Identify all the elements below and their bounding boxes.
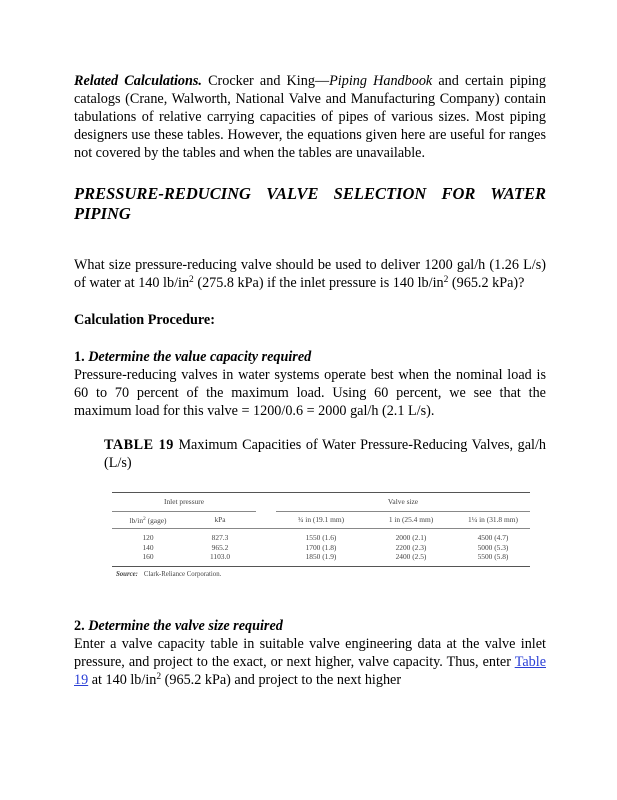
step2-body-a: Enter a valve capacity table in suitable valve engineering data at the valve inlet pressure, and project to the exact, or next higher, valve capacity. Thus, enter	[74, 635, 546, 670]
step1-body: Pressure-reducing valves in water systems operate best when the nominal load is 60 to 70 percent of the maximum load. Using 60 percent, we see that the maximum load for this valve = 1200/0.6 = 2000 gal/h (2.1 L/s).	[74, 367, 546, 419]
group-header-valve: Valve size	[387, 497, 419, 506]
step2-body	[74, 635, 546, 689]
table-label: TABLE 19	[104, 437, 174, 453]
question-part2: (275.8 kPa) if the inlet pressure is 140 lb/in	[193, 275, 444, 291]
col-header-one-inch: 1 in (25.4 mm)	[366, 511, 456, 529]
table-caption	[104, 436, 546, 472]
capacity-table-container	[112, 492, 530, 578]
related-calculations-lead: Related Calculations.	[74, 73, 202, 89]
section-title: PRESSURE-REDUCING VALVE SELECTION FOR WATER PIPING	[74, 184, 546, 223]
table-group-header-row	[112, 493, 530, 509]
table-cell-lb: 120	[142, 533, 154, 542]
related-text-b: and certain piping catalogs (Crane, Walworth, National Valve and Manufacturing Company) contain tabulations of relative carrying capacities of pipes of various sizes. Most piping designers use these tables. However, the equations given here are useful for ranges not covered by the tables and when the tables are unavailable.	[74, 73, 546, 161]
step1-heading	[74, 348, 546, 366]
source-text: Clark-Reliance Corporation.	[143, 570, 222, 578]
col-header-three-quarter: ¾ in (19.1 mm)	[276, 511, 366, 529]
table-19-link[interactable]: Table 19	[74, 653, 546, 688]
table-cell-v2: 2000 (2.1)	[395, 533, 427, 542]
table-row	[112, 529, 530, 543]
related-text-a: Crocker and King—	[201, 73, 330, 89]
calculation-procedure-heading: Calculation Procedure:	[74, 312, 215, 328]
table-cell-kpa: 1103.0	[184, 552, 256, 566]
step1-number: 1.	[74, 349, 85, 365]
table-cell-v2: 2400 (2.5)	[366, 552, 456, 566]
table-cell-v1: 1700 (1.8)	[305, 542, 337, 552]
table-source	[116, 571, 530, 578]
step2-number: 2.	[74, 617, 85, 634]
piping-handbook-title: Piping Handbook	[329, 73, 433, 89]
question-part1: What size pressure-reducing valve should be used to deliver 1200 gal/h (1.26 L/s) of water at 140 lb/in	[74, 257, 546, 291]
table-cell-v1: 1850 (1.9)	[276, 552, 366, 566]
question-part3: (965.2 kPa)?	[448, 275, 525, 291]
table-column-header-row	[112, 511, 530, 529]
table-cell-lb: 160	[112, 552, 184, 566]
table-row	[112, 543, 530, 553]
table-cell-v3: 4500 (4.7)	[477, 533, 509, 542]
table-cell-kpa: 827.3	[211, 533, 229, 542]
related-calculations-paragraph	[74, 72, 546, 162]
table-cell-lb: 140	[142, 542, 154, 552]
table-cell-v1: 1550 (1.6)	[305, 533, 337, 542]
question-sup2: 2	[443, 275, 449, 285]
table-cell-v2: 2200 (2.3)	[395, 542, 427, 552]
source-label: Source:	[116, 570, 138, 578]
question-sup1: 2	[189, 275, 194, 285]
group-header-inlet: Inlet pressure	[163, 497, 205, 506]
table-caption-text: Maximum Capacities of Water Pressure-Reducing Valves, gal/h (L/s)	[104, 437, 546, 471]
step2-heading	[74, 617, 546, 635]
step2-body-c: (965.2 kPa) and project to the next higher	[161, 671, 402, 688]
problem-statement	[74, 256, 546, 292]
capacity-table	[112, 492, 530, 567]
table-row	[112, 552, 530, 566]
step2-sup: 2	[156, 671, 162, 682]
table-body	[112, 529, 530, 567]
table-cell-v3: 5000 (5.3)	[477, 542, 509, 552]
col-header-one-quarter: 1¼ in (31.8 mm)	[456, 511, 530, 529]
step2-title: Determine the valve size required	[88, 617, 283, 634]
table-cell-v3: 5500 (5.8)	[456, 552, 530, 566]
step2-body-b: at 140 lb/in	[88, 671, 157, 688]
page-content	[74, 70, 546, 689]
table-cell-kpa: 965.2	[211, 542, 229, 552]
col-header-kpa: kPa	[184, 511, 256, 529]
col-header-lb: $lb/in^2$ (gage)	[112, 511, 184, 529]
step1-title: Determine the value capacity required	[88, 349, 312, 365]
